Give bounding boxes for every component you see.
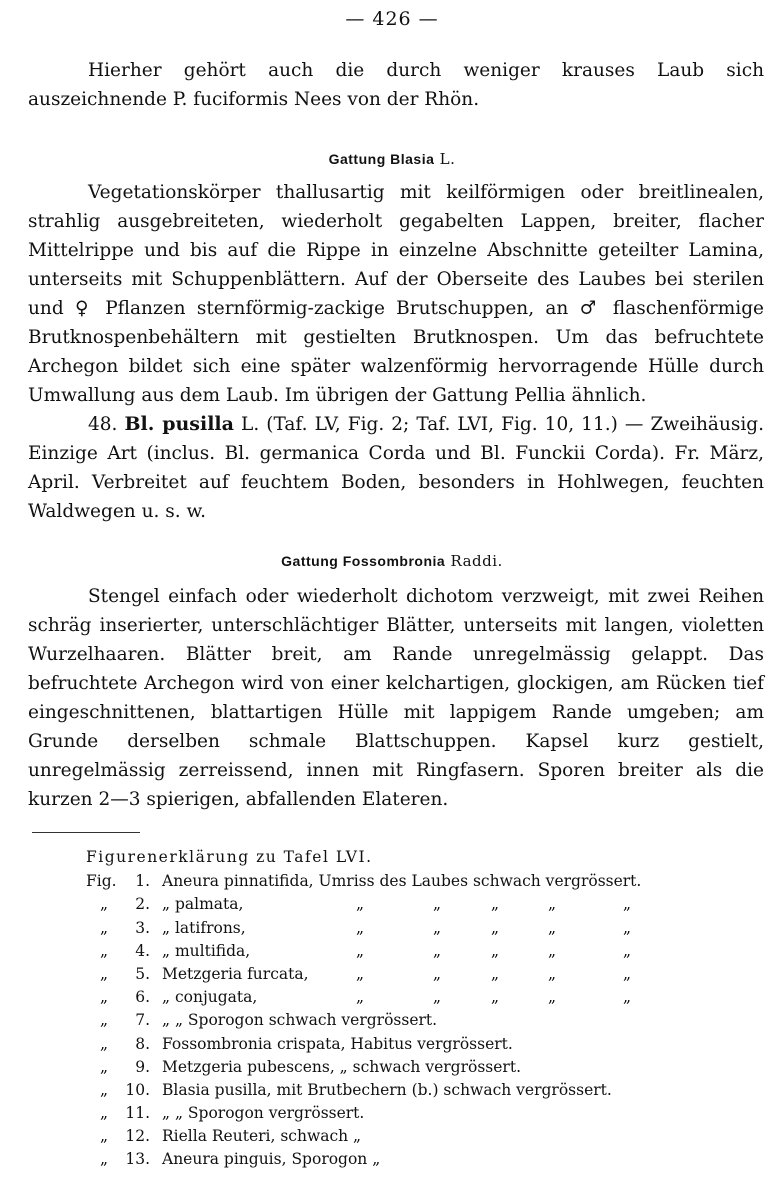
figure-legend-item xyxy=(86,870,766,893)
figure-prefix: Fig. xyxy=(86,872,117,891)
figure-prefix: „ xyxy=(100,1104,109,1123)
figure-legend-item xyxy=(86,1009,766,1032)
ditto-mark: „ xyxy=(491,918,500,937)
fossombronia-description: Stengel einfach oder wiederholt dichotom verzweigt, mit zwei Reihen schräg inserierter, unterschlächtiger Blätter, unterseits mit langen, violetten Wurzelhaaren. Blätter breit, am Rande unregelmässig gelappt. Das befruchtete Archegon wird von einer kelchartigen, glockigen, am Rücken tief eingeschnittenen, blattartigen Hülle mit lappigem Rande umgeben; am Grunde derselben schmale Blattschuppen. Kapsel kurz gestielt, unregelmässig zerreissend, innen mit Ringfasern. Sporen breiter als die kurzen 2—3 spierigen, abfallenden Elateren. xyxy=(28,586,764,810)
blasia-section xyxy=(28,178,764,526)
ditto-mark: „ xyxy=(548,895,557,914)
ditto-mark: „ xyxy=(433,895,442,914)
figure-number: 10. xyxy=(125,1080,150,1099)
ditto-mark: „ xyxy=(623,941,632,960)
ditto-mark: „ xyxy=(623,988,632,1007)
figure-number: 5. xyxy=(135,964,150,983)
ditto-mark: „ xyxy=(491,941,500,960)
figure-prefix: „ xyxy=(100,1034,109,1053)
figure-caption: „ latifrons, xyxy=(162,918,246,937)
figure-number: 4. xyxy=(135,941,150,960)
ditto-mark: „ xyxy=(491,895,500,914)
figure-prefix: „ xyxy=(100,1127,109,1146)
figure-prefix: „ xyxy=(100,964,109,983)
figure-number: 3. xyxy=(135,918,150,937)
ditto-mark: „ xyxy=(548,988,557,1007)
figure-caption: Aneura pinnatifida, Umriss des Laubes schwach vergrössert. xyxy=(162,872,642,891)
ditto-mark: „ xyxy=(356,941,365,960)
figure-legend-item xyxy=(86,940,766,963)
species-number: 48. xyxy=(88,414,118,435)
figure-prefix: „ xyxy=(100,988,109,1007)
ditto-mark: „ xyxy=(433,988,442,1007)
ditto-mark: „ xyxy=(623,964,632,983)
figure-caption: Riella Reuteri, schwach „ xyxy=(162,1127,362,1146)
figure-legend-list xyxy=(86,870,766,1171)
ditto-mark: „ xyxy=(548,918,557,937)
figure-legend xyxy=(86,846,766,1172)
figure-number: 8. xyxy=(135,1034,150,1053)
figure-legend-item xyxy=(86,986,766,1009)
figure-caption: „ conjugata, xyxy=(162,988,258,1007)
ditto-mark: „ xyxy=(548,941,557,960)
ditto-mark: „ xyxy=(623,895,632,914)
figure-prefix: „ xyxy=(100,941,109,960)
intro-text: Hierher gehört auch die durch weniger krauses Laub sich auszeichnende P. fuciformis Nees von der Rhön. xyxy=(28,60,764,110)
ditto-mark: „ xyxy=(433,918,442,937)
figure-prefix: „ xyxy=(100,918,109,937)
figure-number: 11. xyxy=(125,1104,150,1123)
figure-caption: Fossombronia crispata, Habitus vergrössert. xyxy=(162,1034,513,1053)
figure-number: 12. xyxy=(125,1127,150,1146)
blasia-genus-label: Gattung Blasia xyxy=(328,151,435,167)
figure-legend-item xyxy=(86,1079,766,1102)
figure-legend-item xyxy=(86,893,766,916)
figure-caption: „ „ Sporogon vergrössert. xyxy=(162,1104,365,1123)
ditto-mark: „ xyxy=(491,988,500,1007)
species-name: Bl. pusilla xyxy=(124,413,234,435)
ditto-mark: „ xyxy=(356,964,365,983)
figure-legend-item xyxy=(86,1148,766,1171)
ditto-mark: „ xyxy=(356,918,365,937)
fossombronia-heading xyxy=(0,552,784,570)
figure-caption: Metzgeria furcata, xyxy=(162,964,309,983)
figure-prefix: „ xyxy=(100,1150,109,1169)
figure-caption: „ „ Sporogon schwach vergrössert. xyxy=(162,1011,438,1030)
figure-number: 1. xyxy=(135,872,150,891)
ditto-mark: „ xyxy=(623,918,632,937)
ditto-mark: „ xyxy=(548,964,557,983)
figure-legend-item xyxy=(86,1056,766,1079)
figure-legend-item xyxy=(86,1033,766,1056)
page-number: — 426 — xyxy=(345,8,439,30)
fossombronia-genus-label: Gattung Fossombronia xyxy=(281,553,446,569)
figure-caption: Aneura pinguis, Sporogon „ xyxy=(162,1150,381,1169)
figure-caption: „ multifida, xyxy=(162,941,251,960)
fossombronia-author: Raddi. xyxy=(450,552,503,570)
species-text: L. (Taf. LV, Fig. 2; Taf. LVI, Fig. 10, 11.) — Zweihäusig. Einzige Art (inclus. Bl. germanica Corda und Bl. Funckii Corda). Fr. März, April. Verbreitet auf feuchtem Boden, besonders in Hohlwegen, feuchten Waldwegen u. s. w. xyxy=(28,414,764,522)
figure-number: 6. xyxy=(135,988,150,1007)
figure-caption: Metzgeria pubescens, „ schwach vergrössert. xyxy=(162,1057,521,1076)
ditto-mark: „ xyxy=(356,988,365,1007)
figure-number: 7. xyxy=(135,1011,150,1030)
figure-legend-item xyxy=(86,1125,766,1148)
figure-prefix: „ xyxy=(100,1011,109,1030)
blasia-heading xyxy=(0,150,784,168)
blasia-species-entry xyxy=(28,410,764,526)
ditto-mark: „ xyxy=(433,964,442,983)
figure-caption: „ palmata, xyxy=(162,895,244,914)
figure-legend-item xyxy=(86,1102,766,1125)
figure-number: 2. xyxy=(135,895,150,914)
figure-number: 13. xyxy=(125,1150,150,1169)
figure-prefix: „ xyxy=(100,1057,109,1076)
figure-prefix: „ xyxy=(100,895,109,914)
ditto-mark: „ xyxy=(433,941,442,960)
figure-legend-item xyxy=(86,963,766,986)
figure-caption: Blasia pusilla, mit Brutbechern (b.) schwach vergrössert. xyxy=(162,1080,612,1099)
ditto-mark: „ xyxy=(491,964,500,983)
ditto-mark: „ xyxy=(356,895,365,914)
figure-legend-title: Figurenerklärung zu Tafel LVI. xyxy=(86,848,373,866)
blasia-author: L. xyxy=(439,150,456,168)
footnote-divider xyxy=(32,832,140,833)
fossombronia-section xyxy=(28,582,764,814)
blasia-description: Vegetationskörper thallusartig mit keilförmigen oder breitlinealen, strahlig ausgebreiteten, wiederholt gegabelten Lappen, breiter, flacher Mittelrippe und bis auf die Rippe in einzelne Abschnitte geteilter Lamina, unterseits mit Schuppenblättern. Auf der Oberseite des Laubes bei sterilen und ♀ Pflanzen sternförmig-zackige Brutschuppen, an ♂ flaschenförmige Brutknospenbehältern mit gestielten Brutknospen. Um das befruchtete Archegon bildet sich eine später walzenförmig hervorragende Hülle durch Umwallung aus dem Laub. Im übrigen der Gattung Pellia ähnlich. xyxy=(28,182,764,406)
figure-number: 9. xyxy=(135,1057,150,1076)
intro-paragraph xyxy=(28,56,764,114)
figure-legend-item xyxy=(86,917,766,940)
figure-prefix: „ xyxy=(100,1080,109,1099)
